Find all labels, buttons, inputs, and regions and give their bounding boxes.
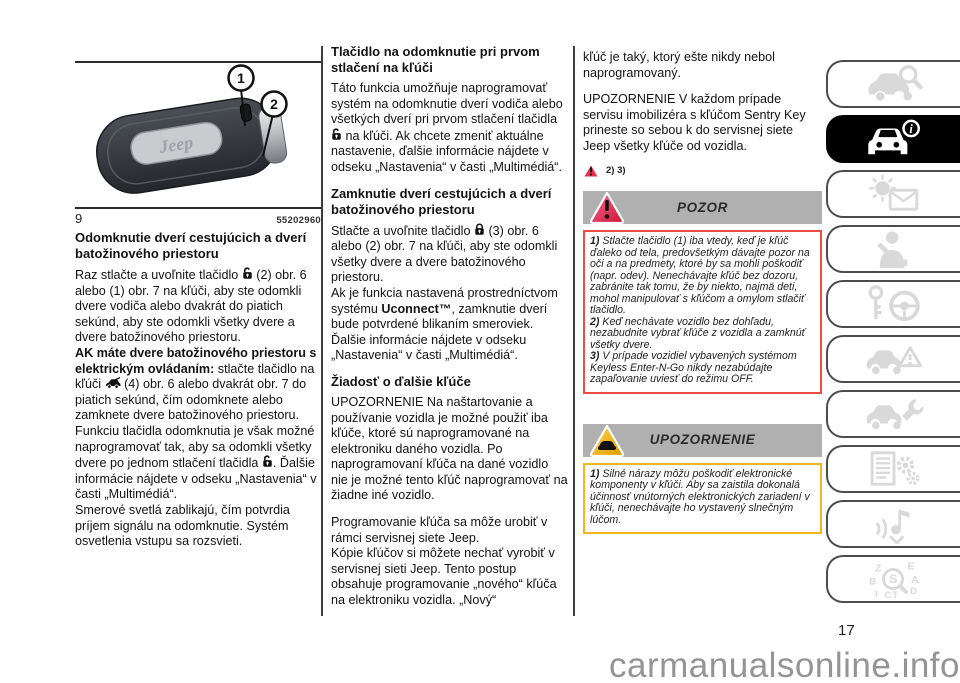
key-steering-icon (863, 284, 925, 324)
text: Kópie kľúčov si môžete nechať vyrobiť v servisnej sieti Jeep. Tento postup obsahuje programovanie „nového“ kľúča na elektroniku vozidla. „Nový“ (331, 546, 557, 608)
tab-vehicle-info[interactable] (826, 115, 960, 163)
paragraph (331, 286, 568, 364)
svg-text:Z: Z (874, 563, 882, 575)
bold-text: AK máte dvere batožinového priestoru s elektrickým ovládaním: (75, 345, 317, 376)
warning-item-number: 2) (590, 315, 603, 328)
warning-item (590, 351, 815, 386)
text: Raz stlačte a uvoľnite tlačidlo (75, 268, 242, 282)
tab-warning-messages[interactable] (826, 170, 960, 218)
svg-text:D: D (910, 586, 918, 598)
paragraph (331, 515, 568, 546)
text: Programovanie kľúča sa môže urobiť v rámci servisnej siete Jeep. (331, 515, 548, 545)
watermark: carmanualsonline.info (609, 646, 960, 683)
car-warning-icon (863, 339, 925, 379)
text: Stlačte a uvoľnite tlačidlo (331, 223, 474, 238)
svg-text:i: i (909, 121, 913, 136)
section-heading (75, 230, 324, 262)
column-left (75, 230, 324, 550)
svg-text:S: S (889, 571, 898, 586)
text: Odomknutie dverí cestujúcich a dverí batožinového priestoru (75, 230, 307, 261)
tab-vehicle-overview[interactable] (826, 60, 960, 108)
text: Žiadosť o ďalšie kľúče (331, 373, 471, 389)
text: (3) obr. 6 alebo (2) obr. 7 na kľúči, aby ste odomkli všetky dvere a dvere batožinového priestoru. (331, 223, 558, 285)
note-references (583, 163, 822, 179)
upozornenie-box (583, 463, 822, 535)
text: kľúč je taký, ktorý ešte nikdy nebol naprogramovaný. (583, 50, 775, 80)
text: Zamknutie dverí cestujúcich a dverí batožinového priestoru (331, 185, 552, 217)
upozornenie-title: UPOZORNENIE (649, 432, 756, 448)
column-middle (331, 44, 568, 609)
warning-item-text: Stlačte tlačidlo (1) iba vtedy, keď je kľúč ďaleko od tela, predovšetkým dávajte pozor na oči a na predmety, ktoré by sa mohli poškodiť (napr. odev). Nenechávajte kľúč bez dozoru, zabránite tak tomu, že by niekto, najmä deti, mohol manipulovať s kľúčom a omylom stlačiť tlačidlo. (590, 235, 810, 317)
pozor-title: POZOR (676, 199, 728, 215)
warning-item-text: Silné nárazy môžu poškodiť elektronické komponenty v kľúči. Aby sa zaistila dokonalá účinnosť vnútorných elektronických zariadení v kľúči, nenechávajte ho vystavený slnečným lúčom. (590, 467, 810, 526)
section-heading (331, 186, 568, 218)
text: (2) obr. 6 alebo (1) obr. 7 na kľúči, aby ste odomkli dvere vodiča alebo dvakrát do piatich sekúnd, aby ste odomkli všetky dvere a dvere batožinového priestoru. (75, 268, 307, 345)
text: UPOZORNENIE Na naštartovanie a používanie vozidla je možné použiť iba kľúče, ktoré sú naprogramované na elektroniku daného vozidla. Po naprogramovaní kľúča na dané vozidlo nie je možné tento kľúč naprogramovať na žiadne iné vozidlo. (331, 394, 568, 503)
warning-triangle-small-icon (583, 163, 599, 178)
tab-index[interactable] (826, 555, 960, 603)
column-rule-right (573, 46, 575, 616)
tab-multimedia[interactable] (826, 500, 960, 548)
text: , zamknutie dverí bude potvrdené blikaním smeroviek. Ďalšie informácie nájdete v odseku „Nastavenia“ v časti „Multimédiá“. (331, 301, 548, 363)
sun-envelope-icon (863, 174, 925, 214)
paragraph (75, 424, 324, 503)
figure-caption (75, 211, 321, 226)
paragraph (75, 346, 324, 424)
warning-item (590, 317, 815, 352)
text: Tlačidlo na odomknutie pri prvom stlačení na kľúči (331, 44, 540, 75)
callout-1-label: 1 (237, 70, 245, 86)
svg-text:I: I (874, 589, 878, 599)
paragraph (331, 546, 568, 608)
seatbelt-icon (863, 229, 925, 269)
text: Táto funkcia umožňuje naprogramovať systém na odomknutie dverí vodiča alebo všetkých dverí pri prvom stlačení tlačidla (331, 81, 563, 127)
paragraph (75, 503, 324, 550)
figure-top-rule (75, 61, 321, 63)
document-gears-icon (863, 449, 925, 489)
paragraph (583, 92, 822, 154)
bold-text: Uconnect™ (381, 301, 452, 316)
callout-2-label: 2 (270, 96, 278, 112)
car-magnifier-icon (863, 64, 925, 104)
tab-starting-driving[interactable] (826, 280, 960, 328)
paragraph (75, 267, 324, 346)
warning-item-number: 1) (590, 467, 603, 480)
car-wrench-icon (863, 394, 925, 434)
pozor-banner (583, 191, 822, 224)
text: (4) obr. 6 alebo dvakrát obr. 7 do piatich sekúnd, čím odomknete alebo zamknete dvere batožinového priestoru. (75, 377, 307, 423)
warning-item (590, 236, 815, 317)
tab-technical-data[interactable] (826, 445, 960, 493)
key-fob-illustration (77, 64, 322, 209)
tab-maintenance[interactable] (826, 390, 960, 438)
section-heading (331, 374, 568, 390)
text: UPOZORNENIE V každom prípade servisu imobilizéra s kľúčom Sentry Key prineste so sebou k do servisnej siete Jeep všetky kľúče od vozidla. (583, 92, 806, 153)
warning-item-text: V prípade vozidiel vybavených systémom Keyless Enter-N-Go nikdy nezabúdajte zapaľovanie uviesť do režimu OFF. (590, 350, 797, 386)
paragraph (331, 81, 568, 176)
lock-closed-icon (474, 223, 485, 236)
car-info-icon (863, 119, 925, 159)
text: Funkciu tlačidla odomknutia je však možné naprogramovať tak, aby sa odomkli všetky dvere po jednom stlačení tlačidla (75, 423, 315, 471)
warning-item-text: Keď nechávate vozidlo bez dohľadu, nezabudnite vybrať kľúče z vozidla a zamknúť všetky dvere. (590, 315, 806, 351)
sidebar-tabs (826, 60, 960, 603)
lock-open-icon (262, 455, 273, 468)
upozornenie-triangle-icon (588, 423, 626, 459)
pozor-triangle-icon (588, 190, 626, 226)
warning-item-number: 3) (590, 350, 603, 363)
upozornenie-banner (583, 424, 822, 457)
svg-text:B: B (869, 576, 877, 588)
svg-text:T: T (892, 590, 898, 599)
lock-open-icon (242, 267, 253, 280)
tab-safety[interactable] (826, 225, 960, 273)
text: Ak je funkcia nastavená prostredníctvom systému (331, 285, 558, 316)
lock-open-icon (331, 128, 342, 141)
warning-item-number: 1) (590, 235, 603, 248)
multimedia-icon (863, 504, 925, 544)
column-right-paragraphs (583, 50, 822, 155)
svg-text:A: A (911, 574, 919, 586)
text: . Ďalšie informácie nájdete v odseku „Nastavenia“ v časti „Multimédiá“. (75, 456, 317, 502)
paragraph (583, 50, 822, 81)
figure-image-code: 55202960 (276, 215, 321, 226)
section-heading (331, 44, 568, 76)
note-refs-label: 2) 3) (606, 164, 626, 176)
svg-text:C: C (884, 590, 892, 599)
fob-brand-text: Jeep (157, 131, 195, 157)
figure-number: 9 (75, 211, 83, 226)
pozor-box (583, 230, 822, 394)
text: stlačte tlačidlo na kľúči (75, 361, 315, 392)
svg-text:E: E (907, 561, 915, 573)
warning-item (590, 469, 815, 527)
text: na kľúči. Ak chcete zmeniť aktuálne nastavenie, ďalšie informácie nájdete v odseku „Nastavenia“ v časti „Multimédiá“. (331, 128, 562, 174)
paragraph (331, 223, 568, 286)
figure-bottom-rule (75, 207, 321, 209)
tab-emergency[interactable] (826, 335, 960, 383)
paragraph (331, 395, 568, 504)
page-number: 17 (838, 622, 855, 639)
text: Smerové svetlá zablikajú, čím potvrdia príjem signálu na odomknutie. Systém osvetlenia vstupu sa rozsvieti. (75, 502, 290, 549)
alphabetical-index-icon (863, 559, 925, 599)
column-right (583, 50, 822, 534)
trunk-icon (105, 377, 121, 389)
